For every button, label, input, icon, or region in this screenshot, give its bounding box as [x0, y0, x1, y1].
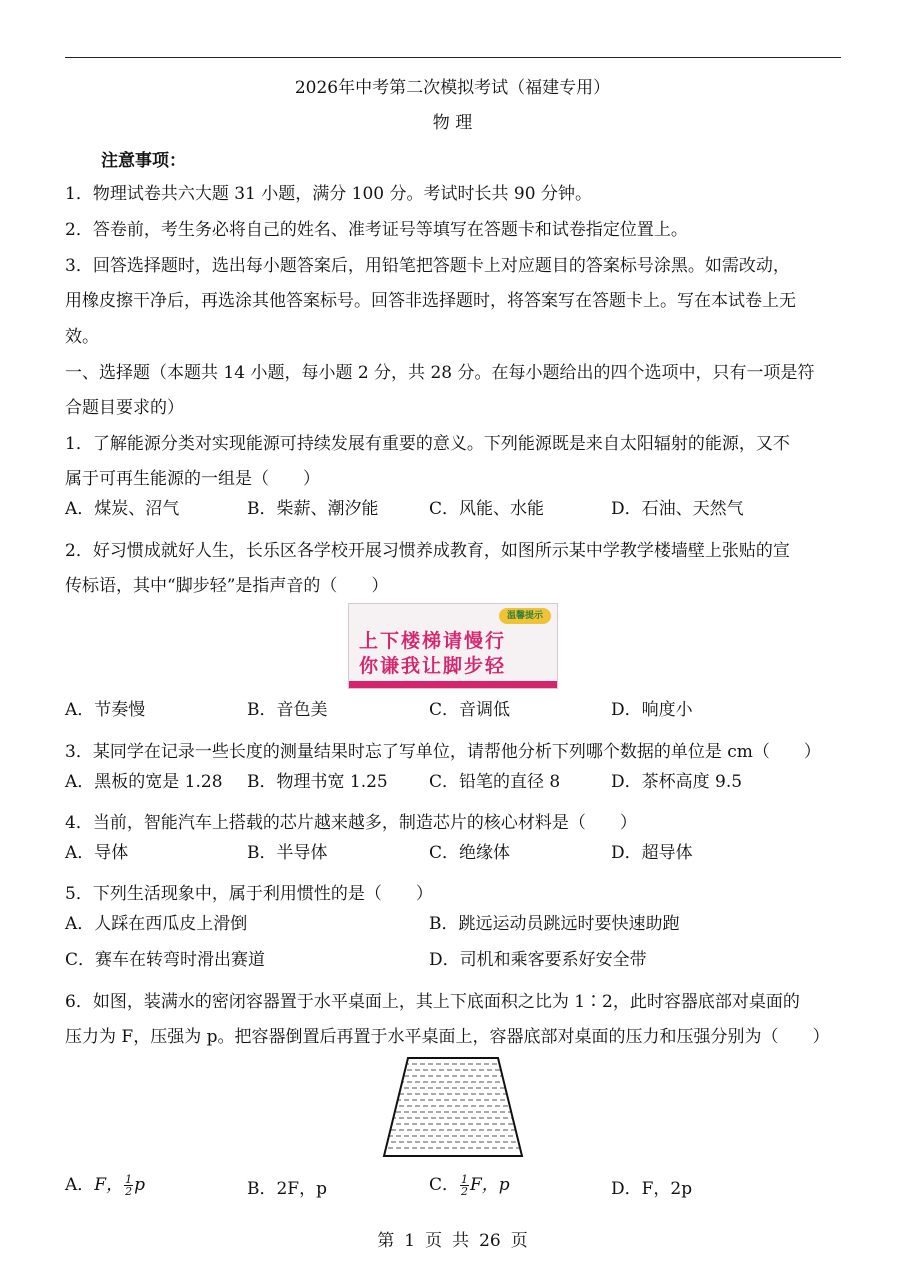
header-rule: [65, 57, 841, 58]
notice-item: 3．回答选择题时，选出每小题答案后，用铅笔把答题卡上对应题目的答案标号涂黑。如需改动，: [65, 256, 790, 276]
question-5-option-a: A．人踩在西瓜皮上滑倒: [65, 914, 248, 934]
question-4-option-d: D．超导体: [611, 843, 693, 863]
question-2-option-c: C．音调低: [429, 700, 511, 720]
question-4-option-c: C．绝缘体: [429, 843, 511, 863]
fraction-one-half: $\frac{1}{2}$: [125, 1173, 133, 1198]
water-hatching: [380, 1064, 526, 1148]
banner-tag: 温馨提示: [499, 608, 551, 624]
question-4-stem: 4．当前，智能汽车上搭载的芯片越来越多，制造芯片的核心材料是（ ）: [65, 813, 637, 833]
notice-item: 效。: [65, 327, 99, 347]
banner-line-1: 上下楼梯请慢行: [359, 630, 507, 652]
question-1-option-a: A．煤炭、沼气: [65, 499, 180, 519]
question-2-option-a: A．节奏慢: [65, 700, 146, 720]
question-4-option-a: A．导体: [65, 843, 129, 863]
question-1-option-d: D．石油、天然气: [611, 499, 744, 519]
question-6-option-c: C． $\frac{1}{2}$ F，p: [429, 1173, 510, 1198]
question-6-option-b: B．2F，p: [247, 1179, 327, 1199]
question-2-option-b: B．音色美: [247, 700, 328, 720]
question-3-option-b: B．物理书宽 1.25: [247, 772, 388, 792]
question-3-option-d: D．茶杯高度 9.5: [611, 772, 743, 792]
question-3-option-c: C．铅笔的直径 8: [429, 772, 561, 792]
question-1-stem: 属于可再生能源的一组是（ ）: [65, 469, 320, 489]
page-number: 第 1 页 共 26 页: [377, 1231, 528, 1251]
question-1-option-b: B．柴薪、潮汐能: [247, 499, 379, 519]
subject-title: 物 理: [432, 113, 473, 133]
question-5-option-d: D．司机和乘客要系好安全带: [429, 950, 647, 970]
notice-heading: 注意事项：: [101, 151, 186, 171]
fraction-one-half: $\frac{1}{2}$: [461, 1173, 469, 1198]
question-6-stem: 压力为 F，压强为 p。把容器倒置后再置于水平桌面上，容器底部对桌面的压力和压强分别为（ ）: [65, 1027, 830, 1047]
question-3-option-a: A．黑板的宽是 1.28: [65, 772, 223, 792]
slogan-banner-image: [348, 603, 558, 689]
question-1-stem: 1．了解能源分类对实现能源可持续发展有重要的意义。下列能源既是来自太阳辐射的能源，又不: [65, 434, 790, 454]
section-heading: 合题目要求的）: [65, 398, 184, 418]
section-heading: 一、选择题（本题共 14 小题，每小题 2 分，共 28 分。在每小题给出的四个选项中，只有一项是符: [65, 363, 815, 383]
notice-item: 1．物理试卷共六大题 31 小题，满分 100 分。考试时长共 90 分钟。: [65, 184, 592, 204]
banner-line-2: 你谦我让脚步轻: [359, 655, 507, 677]
question-2-option-d: D．响度小: [611, 700, 693, 720]
banner-accent-bar: [349, 681, 557, 688]
notice-item: 用橡皮擦干净后，再选涂其他答案标号。回答非选择题时，将答案写在答题卡上。写在本试卷上无: [65, 291, 796, 311]
question-5-option-b: B．跳远运动员跳远时要快速助跑: [429, 914, 680, 934]
question-2-stem: 传标语，其中“脚步轻”是指声音的（ ）: [65, 576, 389, 596]
question-2-stem: 2．好习惯成就好人生，长乐区各学校开展习惯养成教育，如图所示某中学教学楼墙壁上张贴的宣: [65, 541, 790, 561]
notice-item: 2．答卷前，考生务必将自己的姓名、准考证号等填写在答题卡和试卷指定位置上。: [65, 220, 688, 240]
question-1-option-c: C．风能、水能: [429, 499, 545, 519]
container-outline: [384, 1058, 522, 1156]
trapezoid-container-diagram: [380, 1054, 526, 1160]
question-5-option-c: C．赛车在转弯时滑出赛道: [65, 950, 266, 970]
exam-title: 2026年中考第二次模拟考试（福建专用）: [294, 78, 611, 98]
question-4-option-b: B．半导体: [247, 843, 328, 863]
question-6-option-d: D．F，2p: [611, 1179, 693, 1199]
question-5-stem: 5．下列生活现象中，属于利用惯性的是（ ）: [65, 884, 433, 904]
question-3-stem: 3．某同学在记录一些长度的测量结果时忘了写单位，请帮他分析下列哪个数据的单位是 cm（ ）: [65, 742, 821, 762]
question-6-option-a: A．F， $\frac{1}{2}$ p: [65, 1173, 145, 1198]
question-6-stem: 6．如图，装满水的密闭容器置于水平桌面上，其上下底面积之比为 1∶2，此时容器底部对桌面的: [65, 992, 800, 1012]
